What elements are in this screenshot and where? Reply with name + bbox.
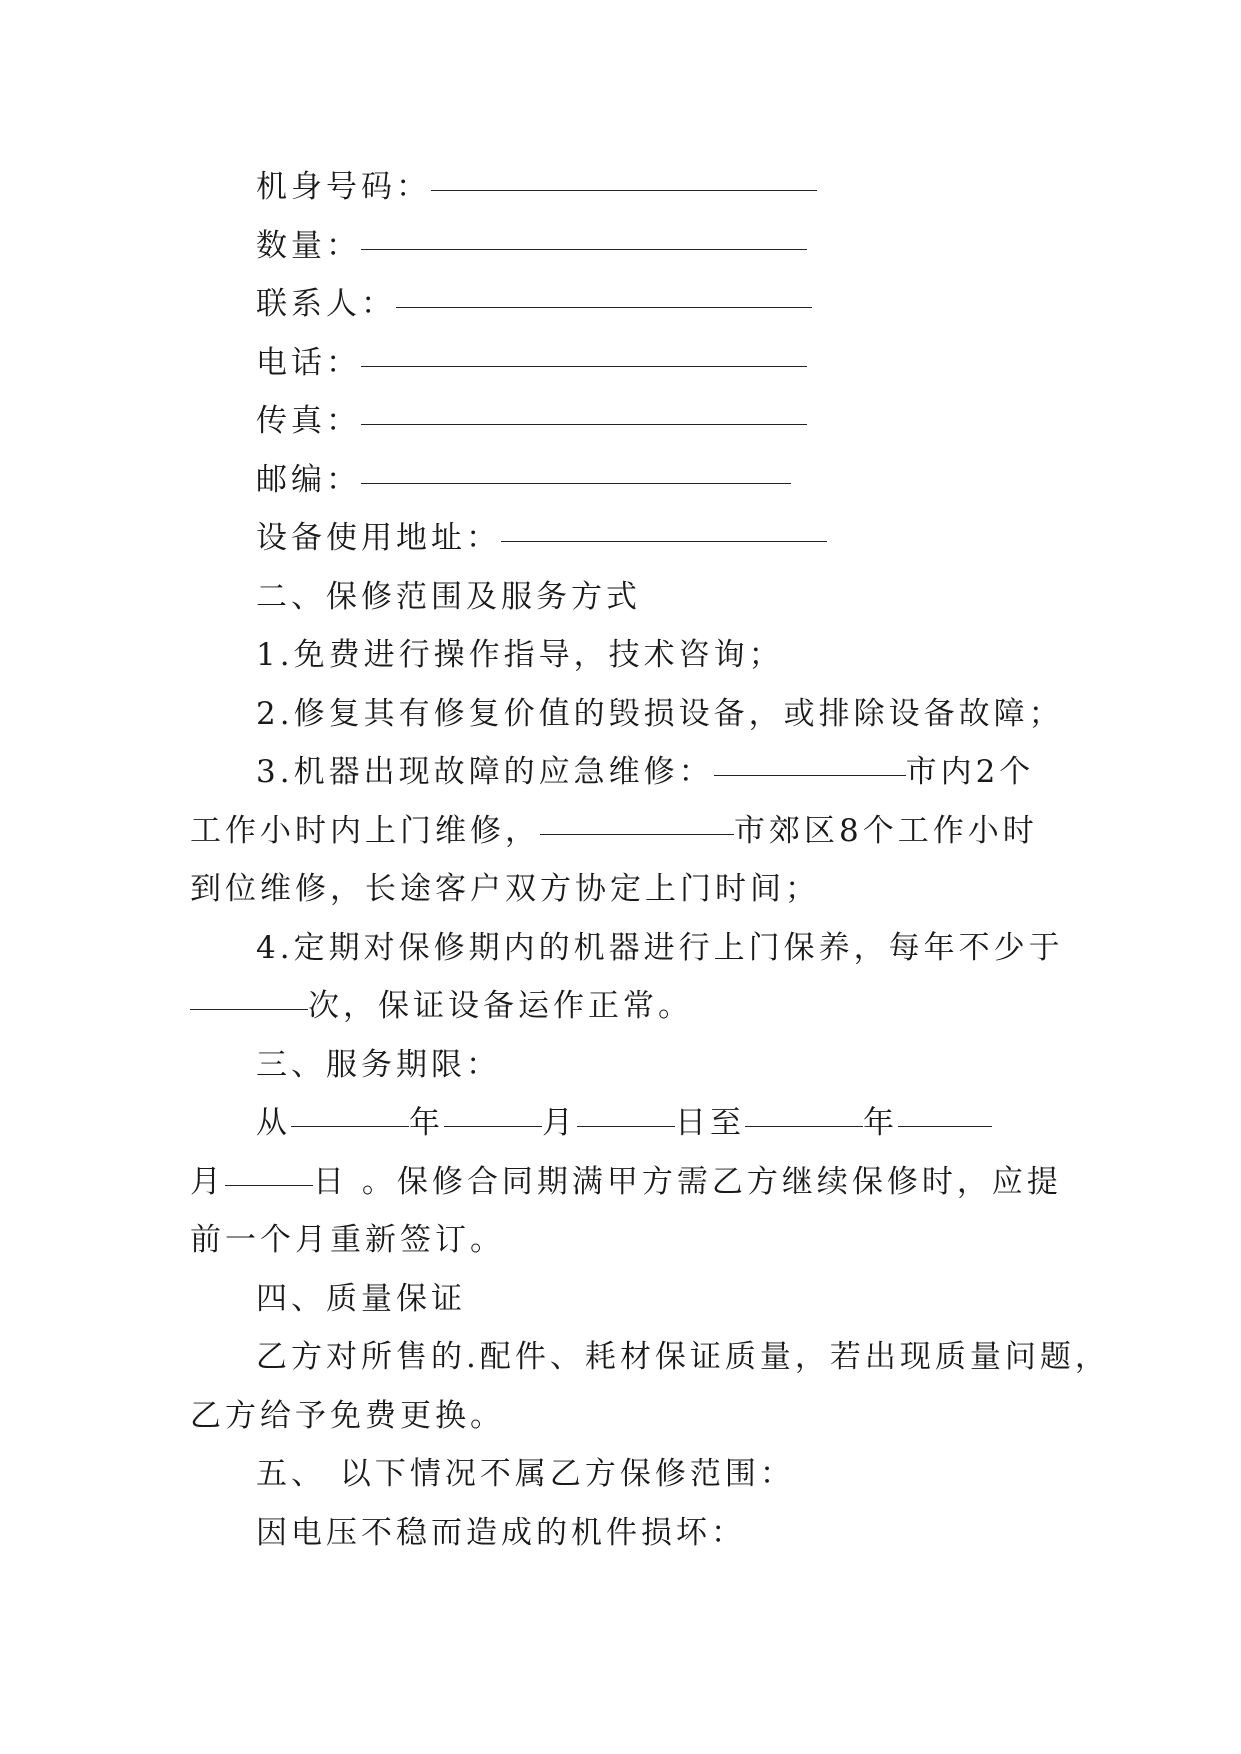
contact-blank[interactable] bbox=[396, 307, 812, 308]
address-label: 设备使用地址： bbox=[256, 520, 501, 556]
item3-blank-city[interactable] bbox=[714, 775, 906, 776]
field-postcode bbox=[190, 451, 1052, 510]
section3-heading: 三、服务期限： bbox=[256, 1046, 501, 1083]
field-serial-number bbox=[190, 158, 1052, 217]
item3-text-a: 3.机器出现故障的应急维修： bbox=[256, 754, 714, 790]
field-address bbox=[190, 509, 1052, 568]
serial-blank[interactable] bbox=[431, 190, 817, 191]
contact-label: 联系人： bbox=[256, 286, 396, 322]
section5-heading: 五、 以下情况不属乙方保修范围： bbox=[256, 1456, 795, 1492]
day2-text: 日 。保修合同期满甲方需乙方继续保修时，应提 bbox=[313, 1163, 1062, 1200]
day-to-label: 日至 bbox=[675, 1105, 745, 1141]
document-body bbox=[190, 158, 1110, 1562]
section2-item3-line3: 到位维修，长途客户双方协定上门时间； bbox=[190, 871, 820, 907]
section2-item3-line2 bbox=[190, 802, 1052, 861]
section3-period-line2 bbox=[190, 1153, 1062, 1212]
item3-text-c: 工作小时内上门维修， bbox=[190, 812, 540, 849]
item4-text-b: 次，保证设备运作正常。 bbox=[308, 988, 693, 1024]
section2-heading: 二、保修范围及服务方式 bbox=[256, 578, 641, 615]
from-year-blank[interactable] bbox=[291, 1126, 409, 1127]
fax-blank[interactable] bbox=[361, 424, 807, 425]
month1-label: 月 bbox=[542, 1105, 577, 1141]
item3-text-b: 市内2个 bbox=[905, 754, 1035, 790]
section4-line1: 乙方对所售的.配件、耗材保证质量，若出现质量问题， bbox=[256, 1339, 1110, 1375]
item3-text-d: 市郊区8个工作小时 bbox=[734, 812, 1038, 849]
section3-renew: 前一个月重新签订。 bbox=[190, 1222, 505, 1258]
item4-blank-times[interactable] bbox=[190, 1009, 308, 1010]
year2-label: 年 bbox=[863, 1105, 898, 1141]
address-blank[interactable] bbox=[501, 541, 827, 542]
quantity-label: 数量： bbox=[256, 227, 361, 264]
phone-label: 电话： bbox=[256, 344, 361, 381]
section4-heading: 四、质量保证 bbox=[256, 1280, 466, 1317]
from-label: 从 bbox=[256, 1105, 291, 1141]
section4-line2: 乙方给予免费更换。 bbox=[190, 1397, 505, 1434]
fax-label: 传真： bbox=[256, 403, 361, 439]
phone-blank[interactable] bbox=[361, 366, 807, 367]
postcode-blank[interactable] bbox=[361, 483, 791, 484]
section5-item1: 因电压不稳而造成的机件损坏： bbox=[256, 1514, 746, 1551]
item3-blank-suburb[interactable] bbox=[540, 834, 734, 835]
to-month-blank[interactable] bbox=[898, 1126, 992, 1127]
month2-label: 月 bbox=[190, 1163, 225, 1200]
section2-item2: 2.修复其有修复价值的毁损设备，或排除设备故障； bbox=[256, 695, 1064, 732]
from-day-blank[interactable] bbox=[577, 1126, 675, 1127]
section2-item3-line1 bbox=[190, 743, 1052, 802]
field-fax bbox=[190, 392, 1052, 451]
postcode-label: 邮编： bbox=[256, 461, 361, 498]
year1-label: 年 bbox=[409, 1105, 444, 1141]
section2-item1: 1.免费进行操作指导，技术咨询； bbox=[256, 637, 784, 673]
field-contact bbox=[190, 275, 1052, 334]
from-month-blank[interactable] bbox=[444, 1126, 542, 1127]
to-day-blank[interactable] bbox=[225, 1185, 313, 1186]
quantity-blank[interactable] bbox=[361, 249, 807, 250]
section2-item4-line1: 4.定期对保修期内的机器进行上门保养，每年不少于 bbox=[256, 929, 1064, 966]
field-quantity bbox=[190, 217, 1052, 276]
field-phone bbox=[190, 334, 1052, 393]
serial-label: 机身号码： bbox=[256, 169, 431, 205]
section2-item4-line2 bbox=[190, 977, 1052, 1036]
to-year-blank[interactable] bbox=[745, 1126, 863, 1127]
section3-period-line1 bbox=[190, 1094, 1052, 1153]
